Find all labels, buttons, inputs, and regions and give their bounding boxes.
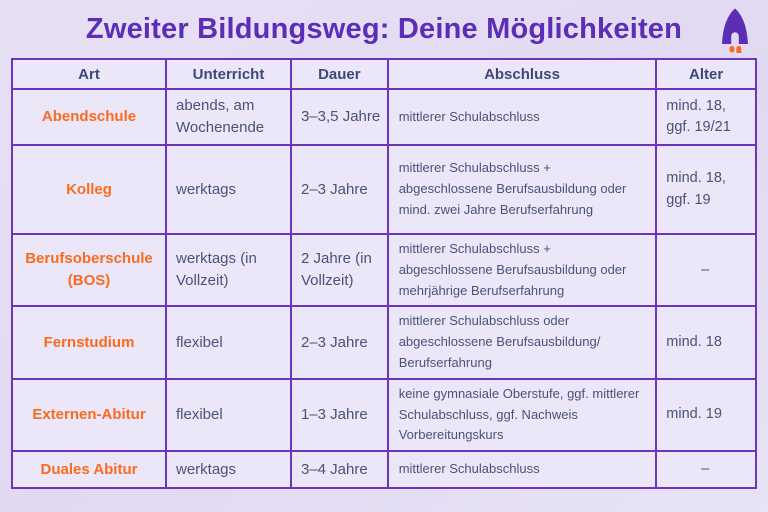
cell-alter: mind. 19 [656, 379, 756, 451]
cell-abschluss: mittlerer Schulabschluss [388, 451, 657, 488]
table-row [12, 145, 756, 234]
rocket-logo [713, 7, 757, 53]
cell-dauer: 3–4 Jahre [291, 451, 388, 488]
cell-dauer: 2–3 Jahre [291, 145, 388, 234]
rocket-icon [713, 7, 757, 53]
cell-dauer: 3–3,5 Jahre [291, 89, 388, 145]
cell-alter: – [656, 451, 756, 488]
cell-unterricht: werktags [166, 451, 291, 488]
cell-art: Berufsoberschule (BOS) [12, 234, 166, 306]
table-row [12, 379, 756, 451]
cell-dauer: 2 Jahre (in Vollzeit) [291, 234, 388, 306]
cell-dauer: 1–3 Jahre [291, 379, 388, 451]
cell-art: Externen-Abitur [12, 379, 166, 451]
cell-unterricht: flexibel [166, 306, 291, 378]
cell-unterricht: flexibel [166, 379, 291, 451]
column-header-art: Art [12, 59, 166, 89]
page-title: Zweiter Bildungsweg: Deine Möglichkeiten [85, 13, 683, 45]
cell-alter: mind. 18, ggf. 19/21 [656, 89, 756, 145]
cell-alter: mind. 18 [656, 306, 756, 378]
cell-abschluss: mittlerer Schulabschluss [388, 89, 657, 145]
cell-abschluss: keine gymnasiale Oberstufe, ggf. mittlerer Schulabschluss, ggf. Nachweis Vorbereitungskurs [388, 379, 657, 451]
table-header-row [12, 59, 756, 89]
cell-art: Fernstudium [12, 306, 166, 378]
cell-art: Kolleg [12, 145, 166, 234]
cell-unterricht: abends, am Wochenende [166, 89, 291, 145]
cell-abschluss: mittlerer Schulabschluss + abgeschlossene Berufsausbildung oder mind. zwei Jahre Berufserfahrung [388, 145, 657, 234]
cell-abschluss: mittlerer Schulabschluss + abgeschlossene Berufsausbildung oder mehrjährige Berufserfahrung [388, 234, 657, 306]
column-header-alter: Alter [656, 59, 756, 89]
column-header-dauer: Dauer [291, 59, 388, 89]
column-header-unterricht: Unterricht [166, 59, 291, 89]
cell-alter: mind. 18, ggf. 19 [656, 145, 756, 234]
education-paths-table [11, 58, 757, 489]
cell-abschluss: mittlerer Schulabschluss oder abgeschlossene Berufsausbildung/ Berufserfahrung [388, 306, 657, 378]
table-row [12, 451, 756, 488]
cell-art: Abendschule [12, 89, 166, 145]
table-row [12, 234, 756, 306]
cell-dauer: 2–3 Jahre [291, 306, 388, 378]
page-header [0, 0, 768, 56]
column-header-abschluss: Abschluss [388, 59, 657, 89]
cell-art: Duales Abitur [12, 451, 166, 488]
cell-unterricht: werktags [166, 145, 291, 234]
cell-unterricht: werktags (in Vollzeit) [166, 234, 291, 306]
cell-alter: – [656, 234, 756, 306]
table-row [12, 306, 756, 378]
table-row [12, 89, 756, 145]
